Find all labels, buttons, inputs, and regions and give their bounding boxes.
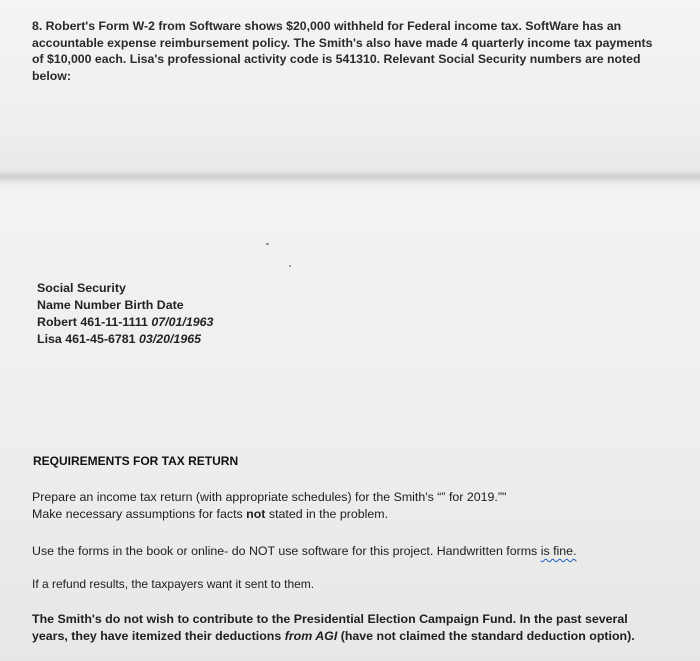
problem-intro-paragraph: 8. Robert's Form W-2 from Software shows $20,000 withheld for Federal income tax. SoftWare has an accountable expense reimbursement policy. The Smith's also have made 4 quarterly income tax payments of $10,000 each. Lisa's professional activity code is 541310. Relevant Social Security numbers are noted below: <box>32 19 653 83</box>
paper-speck <box>289 265 291 267</box>
ssn-row-number: 461-45-6781 <box>65 332 136 346</box>
ssn-row-birth-date: 03/20/1965 <box>138 332 201 346</box>
paper-speck <box>266 243 269 245</box>
requirements-refund-paragraph: If a refund results, the taxpayers want it sent to them. <box>32 577 315 591</box>
ssn-row-name: Robert <box>37 315 77 329</box>
grammar-flagged-text: is fine. <box>540 544 577 558</box>
ssn-row-number: 461-11-1111 <box>80 315 148 329</box>
requirements-prepare-paragraph <box>32 489 660 522</box>
assumptions-not-bold: not <box>246 506 266 521</box>
page-fold-shadow <box>0 170 700 184</box>
ssn-header-line2: Name Number Birth Date <box>37 298 184 312</box>
forms-text: Use the forms in the book or online- do NOT use software for this project. Handwritten forms <box>32 544 541 558</box>
assumptions-text-a: Make necessary assumptions for facts <box>32 506 247 521</box>
prepare-line: Prepare an income tax return (with appropriate schedules) for the Smith's “” for 2019.”" <box>32 490 507 504</box>
requirements-forms-paragraph <box>32 543 660 560</box>
ssn-row-robert <box>37 314 660 331</box>
from-agi-italic: from AGI <box>284 628 338 643</box>
requirements-campaign-paragraph <box>32 611 660 644</box>
campaign-text-a: The Smith's do not wish to contribute to the Presidential Election Campaign Fund. In the past several years, they have itemized their deductions <box>32 612 628 643</box>
campaign-text-b: (have not claimed the standard deduction option). <box>337 628 635 643</box>
ssn-header-line1: Social Security <box>37 281 126 295</box>
ssn-row-name: Lisa <box>37 332 62 346</box>
assumptions-text-b: stated in the problem. <box>265 506 389 521</box>
requirements-heading: REQUIREMENTS FOR TAX RETURN <box>33 454 239 468</box>
social-security-table <box>37 280 660 348</box>
ssn-row-birth-date: 07/01/1963 <box>151 315 214 329</box>
ssn-row-lisa <box>37 331 660 348</box>
